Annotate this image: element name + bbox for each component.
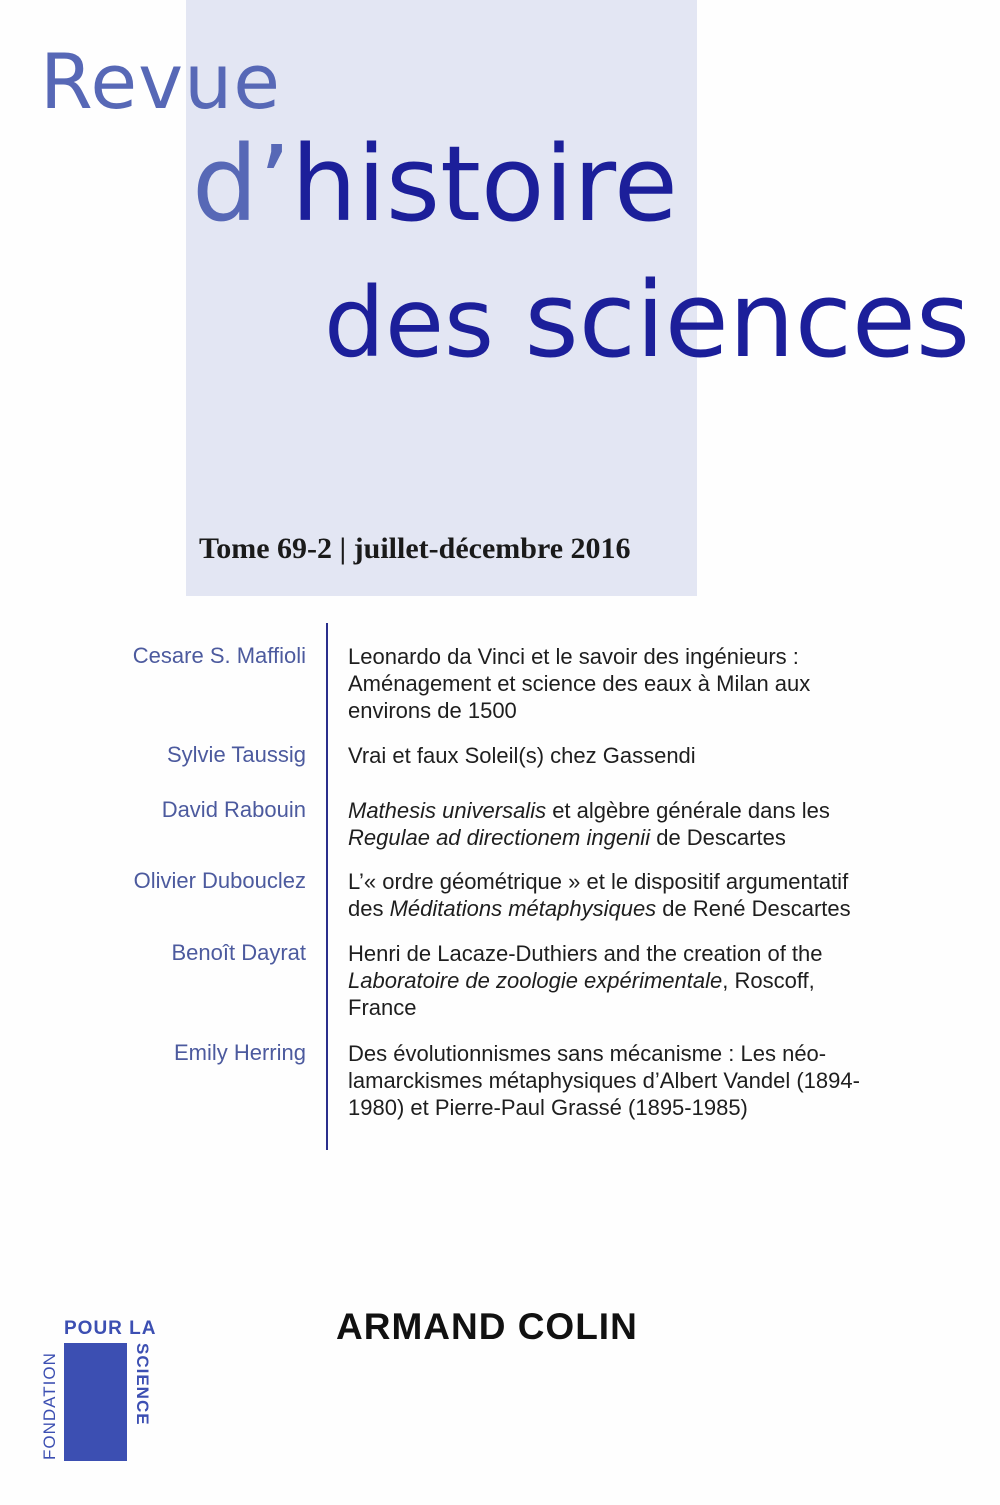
logo-text-pour-la: POUR LA — [64, 1318, 157, 1339]
toc-title-part: Regulae ad directionem ingenii — [348, 825, 651, 850]
foundation-logo-square — [64, 1343, 127, 1461]
journal-title-line-3 — [324, 259, 971, 381]
journal-title-prefix-d: d’ — [192, 123, 292, 245]
toc-author: David Rabouin — [161, 797, 306, 822]
toc-title-part: de Descartes — [650, 825, 786, 850]
toc-article-title — [348, 643, 888, 724]
toc-title-part: et algèbre générale dans les — [546, 798, 830, 823]
toc-title-part: Des évolutionnismes sans mécanisme : Les néo-lamarckismes métaphysiques d’Albert Vandel (1894-1980) et Pierre-Paul Grassé (1895-1985) — [348, 1041, 860, 1120]
toc-title-part: , Roscoff, France — [348, 968, 815, 1020]
toc-author: Sylvie Taussig — [167, 742, 306, 767]
contents-divider — [326, 623, 328, 1150]
toc-author: Olivier Dubouclez — [133, 868, 306, 893]
journal-title-des: des — [324, 267, 495, 379]
toc-title-part: Henri de Lacaze-Duthiers and the creation of the — [348, 941, 823, 966]
toc-title-part: de René Descartes — [656, 896, 851, 921]
toc-article-title — [348, 742, 888, 769]
toc-author: Benoît Dayrat — [171, 940, 306, 965]
logo-text-science: SCIENCE — [133, 1343, 152, 1426]
toc-author: Emily Herring — [173, 1040, 306, 1065]
toc-title-part: Méditations métaphysiques — [389, 896, 657, 921]
logo-text-fondation: FONDATION — [40, 1352, 59, 1460]
toc-title-part: Vrai et faux Soleil(s) chez Gassendi — [348, 743, 696, 768]
issue-info: Tome 69-2 | juillet-décembre 2016 — [199, 532, 631, 565]
journal-title-line-1: Revue — [40, 37, 282, 126]
toc-article-title — [348, 797, 888, 851]
toc-author: Cesare S. Maffioli — [132, 643, 306, 668]
publisher-name: ARMAND COLIN — [336, 1306, 638, 1347]
toc-article-title — [348, 868, 888, 922]
toc-title-part: Leonardo da Vinci et le savoir des ingénieurs : Aménagement et science des eaux à Milan aux environs de 1500 — [348, 644, 811, 723]
toc-title-part: Mathesis universalis — [348, 798, 547, 823]
journal-title-sciences: sciences — [524, 259, 971, 381]
toc-title-part: L’« ordre géométrique » et le dispositif argumentatif des — [348, 869, 849, 921]
journal-title-line-2 — [192, 123, 678, 245]
toc-article-title — [348, 1040, 888, 1121]
journal-title-histoire: histoire — [291, 123, 678, 245]
toc-title-part: Laboratoire de zoologie expérimentale — [348, 968, 723, 993]
toc-article-title — [348, 940, 888, 1021]
